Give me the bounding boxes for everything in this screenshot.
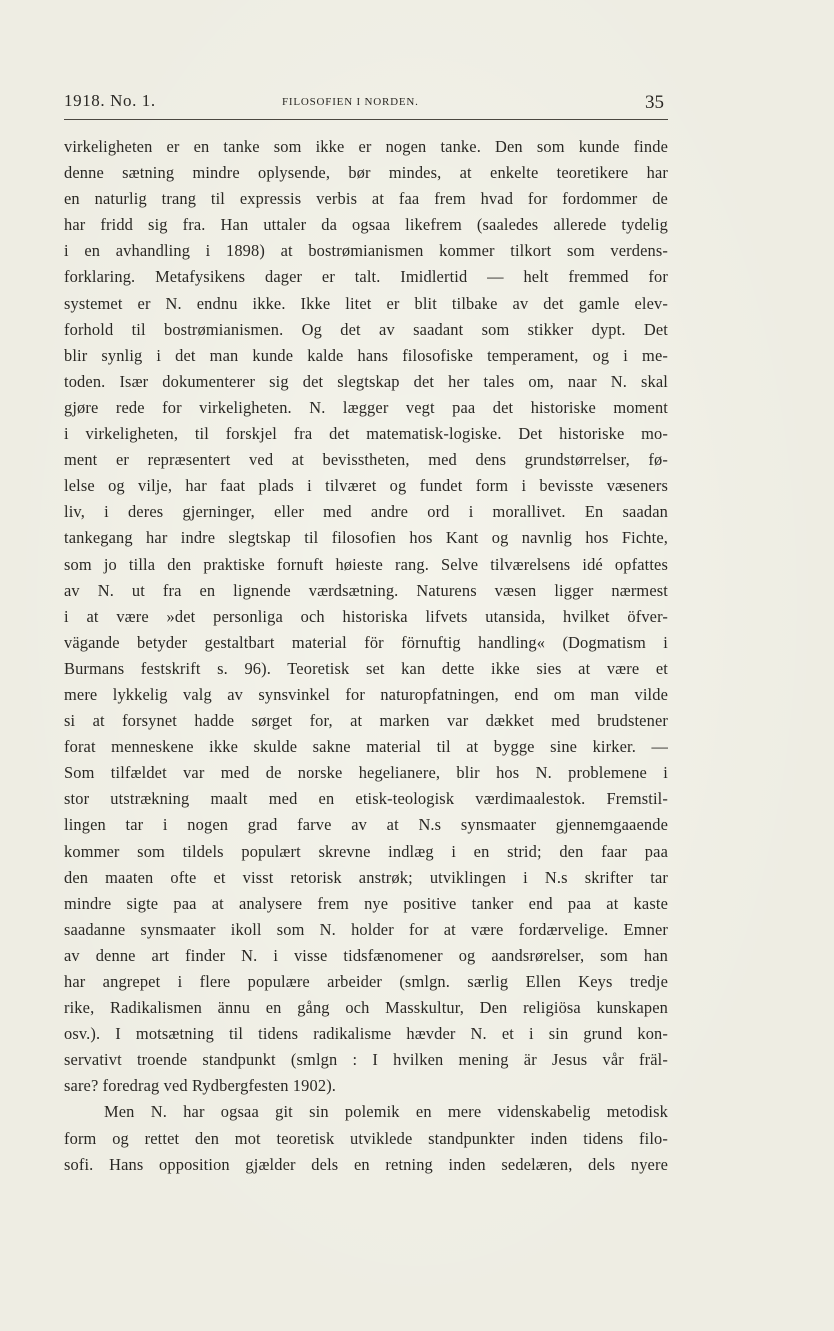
text-line: i virkeligheten, til forskjel fra det matematisk-logiske. Det historiske mo- (64, 424, 668, 444)
text-line: har fridd sig fra. Han uttaler da ogsaa likefrem (saaledes allerede tydelig (64, 215, 668, 235)
page-number: 35 (645, 92, 664, 113)
text-line: saadanne synsmaater ikoll som N. holder for at være fordærvelige. Emner (64, 919, 668, 939)
text-line: forklaring. Metafysikens dager er talt. Imidlertid — helt fremmed for (64, 267, 668, 287)
text-line: servativt troende standpunkt (smlgn : I hvilken mening är Jesus vår fräl- (64, 1050, 668, 1070)
text-line: si at forsynet hadde sørget for, at marken var dækket med brudstener (64, 711, 668, 731)
text-line: tankegang har indre slegtskap til filosofien hos Kant og navnlig hos Fichte, (64, 528, 668, 548)
text-line: sare? foredrag ved Rydbergfesten 1902). (64, 1076, 337, 1096)
text-line: den maaten ofte et visst retorisk anstrøk; utviklingen i N.s skrifter tar (64, 867, 668, 887)
text-line: mere lykkelig valg av synsvinkel for naturopfatningen, end om man vilde (64, 684, 668, 704)
text-line: systemet er N. endnu ikke. Ikke litet er blit tilbake av det gamle elev- (64, 293, 668, 313)
text-line: liv, i deres gjerninger, eller med andre ord i morallivet. En saadan (64, 502, 668, 522)
text-line: har angrepet i flere populære arbeider (smlgn. særlig Ellen Keys tredje (64, 972, 668, 991)
text-line: vägande betyder gestaltbart material för förnuftig handling« (Dogmatism i (64, 632, 668, 652)
text-line: i at være »det personliga och historiska lifvets utansida, hvilket öfver- (64, 606, 668, 626)
text-line: rike, Radikalismen ännu en gång och Masskultur, Den religiösa kunskapen (64, 998, 668, 1018)
text-line: forat menneskene ikke skulde sakne material til at bygge sine kirker. — (64, 737, 668, 757)
text-line: blir synlig i det man kunde kalde hans filosofiske temperament, og i me- (64, 345, 668, 365)
text-line: forhold til bostrømianismen. Og det av saadant som stikker dypt. Det (64, 319, 668, 339)
text-line: stor utstrækning maalt med en etisk-teologisk værdimaalestok. Fremstil- (64, 789, 668, 809)
text-line: kommer som tildels populært skrevne indlæg i en strid; den faar paa (64, 841, 668, 861)
text-line: lingen tar i nogen grad farve av at N.s synsmaater gjennemgaaende (64, 815, 668, 835)
text-line: i en avhandling i 1898) at bostrømianismen kommer tilkort som verdens- (64, 241, 668, 261)
text-line: mindre sigte paa at analysere frem nye positive tanker end paa at kaste (64, 893, 668, 913)
running-header (64, 91, 666, 121)
header-volume: 1918. No. 1. (64, 91, 156, 110)
header-rule (64, 119, 668, 120)
text-line: form og rettet den mot teoretisk utviklede standpunkter inden tidens filo- (64, 1128, 668, 1148)
text-line: av denne art finder N. i visse tidsfænomener og aandsrørelser, som han (64, 945, 668, 965)
text-line: Men N. har ogsaa git sin polemik en mere videnskabelig metodisk (104, 1102, 668, 1122)
body-text (64, 134, 668, 1178)
text-line: av N. ut fra en lignende værdsætning. Naturens væsen ligger nærmest (64, 580, 668, 600)
text-line: gjøre rede for virkeligheten. N. lægger vegt paa det historiske moment (64, 397, 668, 417)
text-line: som jo tilla den praktiske fornuft høieste rang. Selve tilværelsens idé opfattes (64, 554, 668, 574)
text-line: denne sætning mindre oplysende, bør mindes, at enkelte teoretikere har (64, 163, 668, 183)
text-line: toden. Især dokumenterer sig det slegtskap det her tales om, naar N. skal (64, 371, 668, 391)
text-line: virkeligheten er en tanke som ikke er nogen tanke. Den som kunde finde (64, 137, 668, 156)
header-title: FILOSOFIEN I NORDEN. (282, 96, 419, 108)
text-line: Burmans festskrift s. 96). Teoretisk set kan dette ikke sies at være et (64, 658, 668, 678)
text-line: lelse og vilje, har faat plads i tilværet og fundet form i bevisste væseners (64, 476, 668, 496)
text-line: sofi. Hans opposition gjælder dels en retning inden sedelæren, dels nyere (64, 1154, 668, 1174)
text-line: osv.). I motsætning til tidens radikalisme hævder N. et i sin grund kon- (64, 1024, 668, 1044)
text-line: Som tilfældet var med de norske hegelianere, blir hos N. problemene i (64, 763, 668, 783)
text-line: en naturlig trang til expressis verbis at faa frem hvad for fordommer de (64, 189, 668, 209)
text-line: ment er repræsentert ved at bevisstheten, med dens grundstørrelser, fø- (64, 450, 668, 470)
